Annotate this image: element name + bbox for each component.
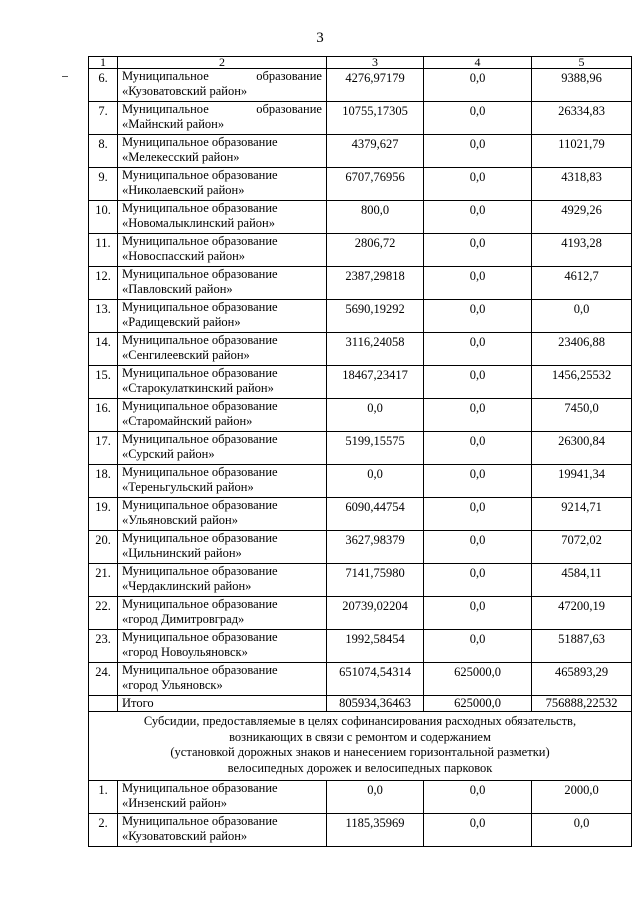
entity-name-line1	[122, 366, 322, 381]
amount-col3: 4276,97179	[327, 69, 424, 102]
row-number: 16.	[89, 399, 118, 432]
total-col3: 805934,36463	[327, 696, 424, 712]
entity-name-word1: Муниципальное образование	[122, 135, 278, 149]
row-number: 17.	[89, 432, 118, 465]
amount-col3: 5690,19292	[327, 300, 424, 333]
entity-name-line2: «Сурский район»	[122, 447, 215, 461]
amount-col3: 2806,72	[327, 234, 424, 267]
entity-name-word1: Муниципальное	[122, 102, 209, 116]
amount-col4: 0,0	[424, 69, 532, 102]
amount-col5: 2000,0	[532, 781, 632, 814]
entity-name-line1	[122, 814, 322, 829]
entity-name-word1: Муниципальное	[122, 69, 209, 83]
subsidy-table	[88, 56, 632, 847]
entity-name-cell	[118, 102, 327, 135]
amount-col3: 7141,75980	[327, 564, 424, 597]
entity-name-cell	[118, 399, 327, 432]
amount-col3: 0,0	[327, 465, 424, 498]
table-row	[89, 630, 632, 663]
amount-col3: 4379,627	[327, 135, 424, 168]
entity-name-line2: «Николаевский район»	[122, 183, 245, 197]
amount-col4: 0,0	[424, 366, 532, 399]
row-number: 20.	[89, 531, 118, 564]
margin-mark	[62, 76, 68, 77]
entity-name-word1: Муниципальное образование	[122, 531, 278, 545]
amount-col4: 0,0	[424, 564, 532, 597]
table-row	[89, 234, 632, 267]
entity-name-line1	[122, 267, 322, 282]
entity-name-line2: «Радищевский район»	[122, 315, 241, 329]
entity-name-word1: Муниципальное образование	[122, 399, 278, 413]
amount-col3: 3116,24058	[327, 333, 424, 366]
entity-name-line2: «город Ульяновск»	[122, 678, 223, 692]
amount-col5: 7072,02	[532, 531, 632, 564]
table-row	[89, 781, 632, 814]
table-row	[89, 69, 632, 102]
amount-col5: 0,0	[532, 814, 632, 847]
entity-name-cell	[118, 300, 327, 333]
amount-col3: 1992,58454	[327, 630, 424, 663]
entity-name-cell	[118, 781, 327, 814]
entity-name-cell	[118, 333, 327, 366]
amount-col4: 0,0	[424, 168, 532, 201]
row-number: 23.	[89, 630, 118, 663]
table-body	[89, 57, 632, 847]
entity-name-line1	[122, 564, 322, 579]
entity-name-line1	[122, 432, 322, 447]
entity-name-word1: Муниципальное образование	[122, 663, 278, 677]
row-number: 18.	[89, 465, 118, 498]
entity-name-word1: Муниципальное образование	[122, 201, 278, 215]
row-number: 2.	[89, 814, 118, 847]
amount-col3: 800,0	[327, 201, 424, 234]
entity-name-word1: Муниципальное образование	[122, 597, 278, 611]
table-row	[89, 531, 632, 564]
amount-col4: 0,0	[424, 814, 532, 847]
entity-name-cell	[118, 267, 327, 300]
entity-name-word1: Муниципальное образование	[122, 168, 278, 182]
amount-col3: 1185,35969	[327, 814, 424, 847]
entity-name-line1	[122, 663, 322, 678]
row-number: 22.	[89, 597, 118, 630]
entity-name-line2: «Инзенский район»	[122, 796, 227, 810]
section-heading-line3: (установкой дорожных знаков и нанесением горизонтальной разметки)	[170, 745, 550, 759]
entity-name-line2: «Мелекесский район»	[122, 150, 240, 164]
entity-name-line1	[122, 102, 322, 117]
row-number: 1.	[89, 781, 118, 814]
table-row	[89, 168, 632, 201]
entity-name-word1: Муниципальное образование	[122, 630, 278, 644]
section-heading-line1: Субсидии, предоставляемые в целях софинансирования расходных обязательств,	[143, 714, 577, 728]
amount-col3: 3627,98379	[327, 531, 424, 564]
section-heading-row	[89, 712, 632, 781]
amount-col5: 4193,28	[532, 234, 632, 267]
column-header-row	[89, 57, 632, 69]
row-number: 19.	[89, 498, 118, 531]
amount-col5: 4929,26	[532, 201, 632, 234]
total-row	[89, 696, 632, 712]
entity-name-line2: «Кузоватовский район»	[122, 84, 248, 98]
column-header-4: 4	[424, 57, 532, 69]
amount-col3: 0,0	[327, 781, 424, 814]
entity-name-line2: «Чердаклинский район»	[122, 579, 252, 593]
entity-name-cell	[118, 135, 327, 168]
amount-col3: 6707,76956	[327, 168, 424, 201]
table-row	[89, 102, 632, 135]
amount-col5: 4584,11	[532, 564, 632, 597]
row-number: 8.	[89, 135, 118, 168]
entity-name-line2: «Павловский район»	[122, 282, 233, 296]
entity-name-word1: Муниципальное образование	[122, 498, 278, 512]
entity-name-line1	[122, 399, 322, 414]
entity-name-line2: «Цильнинский район»	[122, 546, 242, 560]
entity-name-word1: Муниципальное образование	[122, 366, 278, 380]
row-number: 7.	[89, 102, 118, 135]
entity-name-word1: Муниципальное образование	[122, 333, 278, 347]
entity-name-cell	[118, 663, 327, 696]
table-row	[89, 597, 632, 630]
entity-name-line1	[122, 498, 322, 513]
entity-name-line1	[122, 465, 322, 480]
entity-name-line2: «Новомалыклинский район»	[122, 216, 275, 230]
entity-name-line2: «Тереньгульский район»	[122, 480, 254, 494]
row-number: 11.	[89, 234, 118, 267]
page-number: 3	[316, 30, 324, 46]
entity-name-word1: Муниципальное образование	[122, 234, 278, 248]
amount-col5: 47200,19	[532, 597, 632, 630]
total-col4: 625000,0	[424, 696, 532, 712]
amount-col3: 20739,02204	[327, 597, 424, 630]
row-number: 9.	[89, 168, 118, 201]
amount-col4: 0,0	[424, 267, 532, 300]
entity-name-cell	[118, 69, 327, 102]
entity-name-cell	[118, 366, 327, 399]
entity-name-line1	[122, 300, 322, 315]
amount-col4: 0,0	[424, 432, 532, 465]
amount-col5: 51887,63	[532, 630, 632, 663]
entity-name-cell	[118, 465, 327, 498]
table-row	[89, 399, 632, 432]
total-empty-cell	[89, 696, 118, 712]
amount-col4: 625000,0	[424, 663, 532, 696]
entity-name-cell	[118, 234, 327, 267]
amount-col5: 465893,29	[532, 663, 632, 696]
row-number: 21.	[89, 564, 118, 597]
entity-name-cell	[118, 168, 327, 201]
table-row	[89, 663, 632, 696]
entity-name-cell	[118, 531, 327, 564]
amount-col4: 0,0	[424, 498, 532, 531]
total-label: Итого	[118, 696, 327, 712]
entity-name-cell	[118, 814, 327, 847]
amount-col5: 4612,7	[532, 267, 632, 300]
amount-col5: 23406,88	[532, 333, 632, 366]
entity-name-line2: «Ульяновский район»	[122, 513, 238, 527]
amount-col3: 651074,54314	[327, 663, 424, 696]
table-row	[89, 333, 632, 366]
entity-name-word2: образование	[256, 102, 322, 116]
amount-col4: 0,0	[424, 333, 532, 366]
amount-col5: 26300,84	[532, 432, 632, 465]
entity-name-cell	[118, 630, 327, 663]
row-number: 13.	[89, 300, 118, 333]
amount-col5: 19941,34	[532, 465, 632, 498]
entity-name-line1	[122, 168, 322, 183]
total-col5: 756888,22532	[532, 696, 632, 712]
entity-name-line2: «Майнский район»	[122, 117, 225, 131]
table-row	[89, 432, 632, 465]
amount-col4: 0,0	[424, 597, 532, 630]
entity-name-line1	[122, 781, 322, 796]
row-number: 10.	[89, 201, 118, 234]
entity-name-word1: Муниципальное образование	[122, 267, 278, 281]
entity-name-word1: Муниципальное образование	[122, 781, 278, 795]
amount-col5: 4318,83	[532, 168, 632, 201]
table-row	[89, 201, 632, 234]
amount-col4: 0,0	[424, 630, 532, 663]
entity-name-cell	[118, 432, 327, 465]
entity-name-line1	[122, 597, 322, 612]
table-row	[89, 300, 632, 333]
amount-col5: 1456,25532	[532, 366, 632, 399]
entity-name-line2: «Старокулаткинский район»	[122, 381, 274, 395]
entity-name-word2: образование	[256, 69, 322, 83]
amount-col5: 7450,0	[532, 399, 632, 432]
table-row	[89, 498, 632, 531]
row-number: 12.	[89, 267, 118, 300]
entity-name-line1	[122, 69, 322, 84]
amount-col5: 9214,71	[532, 498, 632, 531]
amount-col3: 2387,29818	[327, 267, 424, 300]
entity-name-word1: Муниципальное образование	[122, 300, 278, 314]
amount-col4: 0,0	[424, 531, 532, 564]
section-heading-line2: возникающих в связи с ремонтом и содержанием	[229, 729, 491, 744]
amount-col3: 10755,17305	[327, 102, 424, 135]
entity-name-word1: Муниципальное образование	[122, 564, 278, 578]
entity-name-line1	[122, 201, 322, 216]
amount-col4: 0,0	[424, 300, 532, 333]
amount-col5: 11021,79	[532, 135, 632, 168]
amount-col4: 0,0	[424, 234, 532, 267]
amount-col3: 5199,15575	[327, 432, 424, 465]
amount-col3: 6090,44754	[327, 498, 424, 531]
section-heading-line4: велосипедных дорожек и велосипедных парковок	[227, 760, 493, 775]
table-row	[89, 135, 632, 168]
amount-col3: 0,0	[327, 399, 424, 432]
entity-name-word1: Муниципальное образование	[122, 432, 278, 446]
amount-col5: 0,0	[532, 300, 632, 333]
amount-col4: 0,0	[424, 135, 532, 168]
entity-name-word1: Муниципальное образование	[122, 465, 278, 479]
table-row	[89, 267, 632, 300]
entity-name-cell	[118, 564, 327, 597]
table-row	[89, 465, 632, 498]
table-row	[89, 564, 632, 597]
entity-name-line1	[122, 333, 322, 348]
entity-name-line1	[122, 135, 322, 150]
row-number: 6.	[89, 69, 118, 102]
amount-col3: 18467,23417	[327, 366, 424, 399]
column-header-3: 3	[327, 57, 424, 69]
entity-name-line2: «Сенгилеевский район»	[122, 348, 250, 362]
amount-col5: 9388,96	[532, 69, 632, 102]
column-header-2: 2	[118, 57, 327, 69]
table-row	[89, 814, 632, 847]
table-row	[89, 366, 632, 399]
column-header-1: 1	[89, 57, 118, 69]
entity-name-cell	[118, 597, 327, 630]
row-number: 14.	[89, 333, 118, 366]
row-number: 24.	[89, 663, 118, 696]
amount-col4: 0,0	[424, 399, 532, 432]
entity-name-line2: «Старомайнский район»	[122, 414, 253, 428]
entity-name-line2: «город Новоульяновск»	[122, 645, 248, 659]
amount-col4: 0,0	[424, 201, 532, 234]
entity-name-line1	[122, 630, 322, 645]
amount-col5: 26334,83	[532, 102, 632, 135]
amount-col4: 0,0	[424, 102, 532, 135]
amount-col4: 0,0	[424, 465, 532, 498]
amount-col4: 0,0	[424, 781, 532, 814]
column-header-5: 5	[532, 57, 632, 69]
row-number: 15.	[89, 366, 118, 399]
entity-name-line2: «Кузоватовский район»	[122, 829, 248, 843]
entity-name-cell	[118, 201, 327, 234]
entity-name-cell	[118, 498, 327, 531]
entity-name-line2: «город Димитровград»	[122, 612, 245, 626]
entity-name-line2: «Новоспасский район»	[122, 249, 246, 263]
entity-name-line1	[122, 234, 322, 249]
entity-name-line1	[122, 531, 322, 546]
section-heading	[89, 712, 632, 781]
entity-name-word1: Муниципальное образование	[122, 814, 278, 828]
